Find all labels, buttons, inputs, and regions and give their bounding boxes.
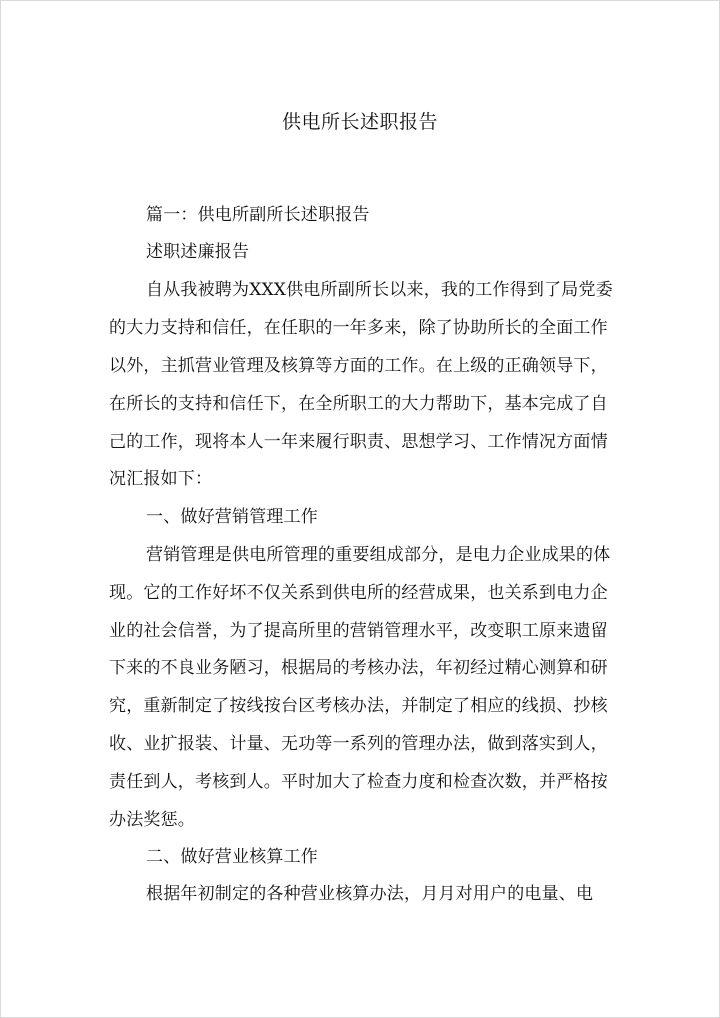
paragraph-line: 以外，主抓营业管理及核算等方面的工作。在上级的正确领导下， bbox=[109, 356, 608, 376]
paragraph-line: 收、业扩报装、计量、无功等一系列的管理办法，做到落实到人， bbox=[109, 734, 608, 754]
paragraph-line: 营销管理是供电所管理的重要组成部分，是电力企业成果的体 bbox=[146, 545, 611, 565]
subtitle: 述职述廉报告 bbox=[146, 242, 250, 262]
paragraph-line: 办法奖惩。 bbox=[109, 810, 195, 830]
paragraph-line: 业的社会信誉，为了提高所里的营销管理水平，改变职工原来遗留 bbox=[109, 621, 608, 641]
paragraph-line: 下来的不良业务陋习，根据局的考核办法，年初经过精心测算和研 bbox=[109, 658, 608, 678]
paragraph-line: 责任到人，考核到人。平时加大了检查力度和检查次数，并严格按 bbox=[109, 772, 608, 792]
section-heading: 篇一：供电所副所长述职报告 bbox=[146, 205, 370, 225]
paragraph-line: 己的工作，现将本人一年来履行职责、思想学习、工作情况方面情 bbox=[109, 432, 608, 452]
paragraph-line: 自从我被聘为XXX供电所副所长以来，我的工作得到了局党委 bbox=[146, 280, 613, 300]
section-heading: 二、做好营业核算工作 bbox=[146, 847, 318, 867]
paragraph-line: 现。它的工作好坏不仅关系到供电所的经营成果，也关系到电力企 bbox=[109, 583, 608, 603]
paragraph-line: 况汇报如下： bbox=[109, 469, 213, 489]
paragraph-line: 的大力支持和信任，在任职的一年多来，除了协助所长的全面工作 bbox=[109, 318, 608, 338]
paragraph-line: 究，重新制定了按线按台区考核办法，并制定了相应的线损、抄核 bbox=[109, 696, 608, 716]
section-heading: 一、做好营销管理工作 bbox=[146, 507, 318, 527]
paragraph-line: 根据年初制定的各种营业核算办法，月月对用户的电量、电 bbox=[146, 884, 594, 904]
paragraph-line: 在所长的支持和信任下，在全所职工的大力帮助下，基本完成了自 bbox=[109, 394, 608, 414]
document-title: 供电所长述职报告 bbox=[281, 111, 438, 133]
